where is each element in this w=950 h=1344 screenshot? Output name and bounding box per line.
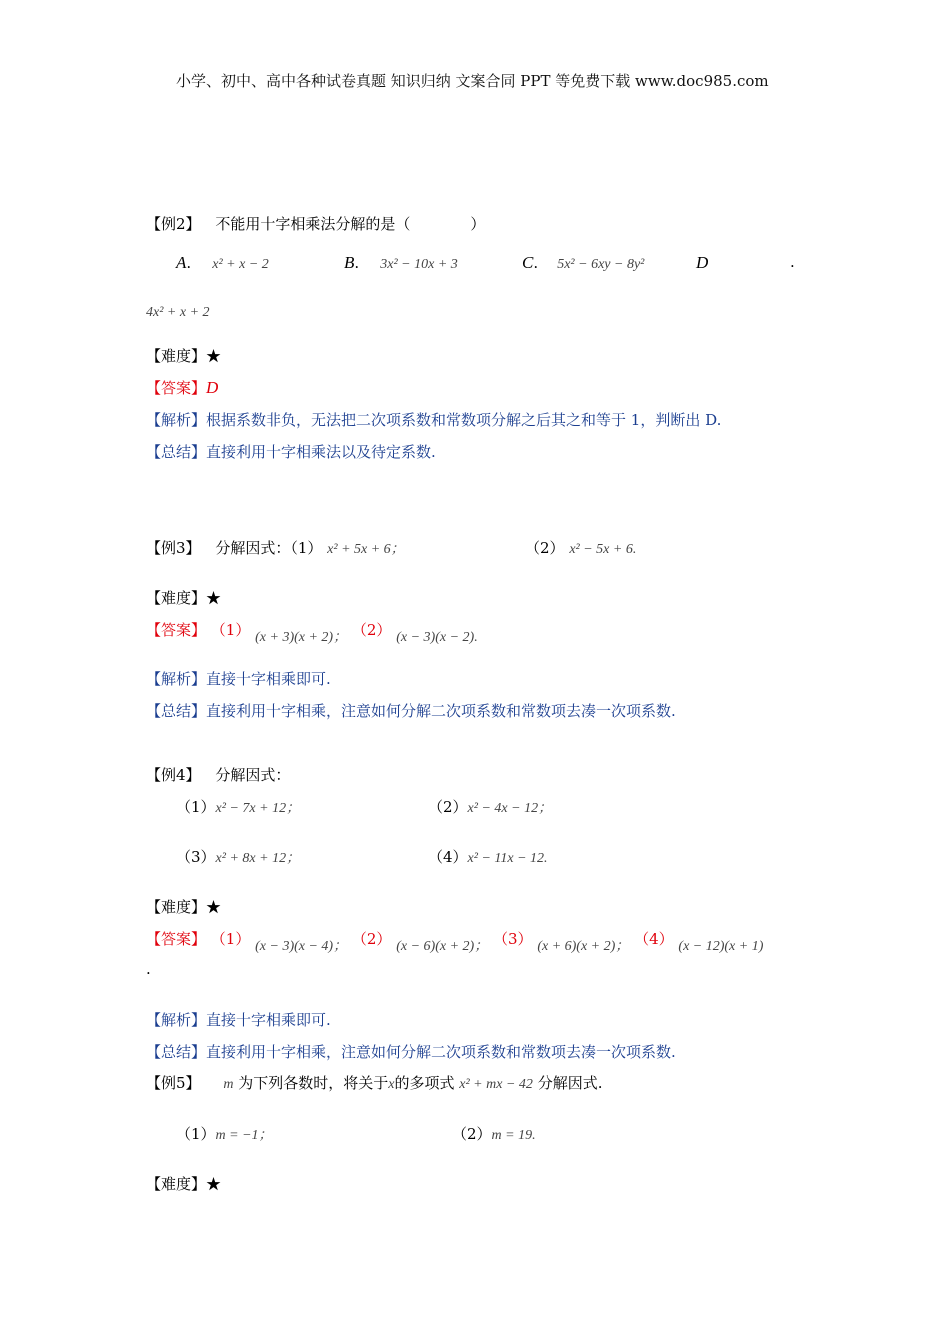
ex2-analysis-text: 根据系数非负，无法把二次项系数和常数项分解之后其之和等于 1，判断出 D.	[206, 411, 722, 429]
ex3-question	[146, 537, 405, 558]
ex4-answer-num: （1）	[210, 930, 251, 948]
ex3-summary	[146, 700, 676, 721]
ex2-question-text: 不能用十字相乘法分解的是（ ）	[215, 215, 486, 233]
ex2-analysis	[146, 409, 721, 430]
option-d-expr: 4x² + x + 2	[146, 305, 210, 320]
ex4-summary	[146, 1041, 676, 1062]
ex2-summary	[146, 441, 436, 462]
ex4-analysis	[146, 1009, 331, 1030]
ex5-tag: 【例5】	[146, 1074, 201, 1092]
ex4-item-expr: x² − 7x + 12；	[215, 801, 301, 816]
ex3-part1: x² + 5x + 6；	[327, 542, 405, 557]
option-c-letter: C	[522, 253, 534, 272]
option-a-expr: x² + x − 2	[212, 257, 269, 272]
ex4-item-num: （1）	[176, 798, 216, 816]
ex3-part2	[525, 537, 636, 558]
ex3-analysis	[146, 668, 331, 689]
ex5-item-expr: m = −1；	[215, 1128, 273, 1143]
ex2-difficulty: 【难度】★	[146, 347, 222, 365]
ex3-question-text: 分解因式：（1）	[215, 539, 323, 557]
ex2-question	[146, 213, 485, 234]
ex4-answer-num: （2）	[351, 930, 392, 948]
page-header: 小学、初中、高中各种试卷真题 知识归纳 文案合同 PPT 等免费下载 www.doc985.com	[176, 72, 769, 90]
ex4-item-3	[176, 846, 300, 867]
ex3-summary-text: 直接利用十字相乘，注意如何分解二次项系数和常数项去凑一次项系数.	[206, 702, 676, 720]
ex4-answer-expr: (x − 6)(x + 2)；	[396, 939, 489, 954]
ex5-item-num: （2）	[452, 1125, 492, 1143]
ex5-text-b: 的多项式	[394, 1074, 455, 1092]
ex4-item-num: （2）	[428, 798, 468, 816]
ex4-answer-num: （4）	[634, 930, 674, 948]
ex5-m: m	[223, 1077, 234, 1092]
ex5-difficulty: 【难度】★	[146, 1175, 222, 1193]
ex4-item-1	[176, 796, 300, 817]
ex4-difficulty: 【难度】★	[146, 898, 222, 916]
ex3-answer-expr1: (x + 3)(x + 2)；	[255, 630, 348, 645]
ex3-answer-num1: （1）	[210, 621, 251, 639]
answer-label: 【答案】	[146, 379, 207, 397]
option-b-expr: 3x² − 10x + 3	[380, 257, 458, 272]
ex3-answer-expr2: (x − 3)(x − 2).	[396, 630, 478, 645]
ex3-difficulty: 【难度】★	[146, 589, 222, 607]
ex3-answer-num2: （2）	[351, 621, 392, 639]
ex3-analysis-text: 直接十字相乘即可.	[206, 670, 331, 688]
ex2-answer-value: D	[206, 378, 219, 397]
analysis-label: 【解析】	[146, 1011, 207, 1029]
ex4-answer-end: .	[146, 960, 151, 978]
ex4-answer-expr: (x + 6)(x + 2)；	[537, 939, 630, 954]
ex2-summary-text: 直接利用十字相乘法以及待定系数.	[206, 443, 436, 461]
option-a-letter: A	[176, 253, 187, 272]
ex5-expr: x² + mx − 42	[459, 1077, 533, 1092]
ex5-x: x	[388, 1077, 395, 1092]
ex3-part2-label: （2）	[525, 539, 565, 557]
ex4-question	[146, 764, 290, 785]
summary-label: 【总结】	[146, 1043, 207, 1061]
ex2-option-a: A. x² + x − 2	[176, 253, 269, 272]
ex3-part2-expr: x² − 5x + 6.	[569, 542, 637, 557]
ex3-tag: 【例3】	[146, 539, 201, 557]
ex2-answer	[146, 377, 218, 398]
ex2-option-c: C. 5x² − 6xy − 8y²	[522, 253, 645, 272]
ex5-item-2	[452, 1123, 536, 1144]
ex4-item-4	[428, 846, 548, 867]
analysis-label: 【解析】	[146, 411, 207, 429]
ex2-option-b: B. 3x² − 10x + 3	[344, 253, 458, 272]
ex2-tag: 【例2】	[146, 215, 201, 233]
ex3-answer	[146, 619, 478, 645]
ex4-item-num: （4）	[428, 848, 468, 866]
ex5-item-num: （1）	[176, 1125, 216, 1143]
ex4-summary-text: 直接利用十字相乘，注意如何分解二次项系数和常数项去凑一次项系数.	[206, 1043, 676, 1061]
answer-label: 【答案】	[146, 930, 207, 948]
ex5-text-c: 分解因式.	[537, 1074, 603, 1092]
ex5-item-expr: m = 19.	[491, 1128, 536, 1143]
ex4-item-num: （3）	[176, 848, 216, 866]
summary-label: 【总结】	[146, 702, 207, 720]
ex4-item-2	[428, 796, 552, 817]
ex2-option-d	[696, 253, 708, 273]
ex5-item-1	[176, 1123, 273, 1144]
option-d-letter: D	[696, 253, 709, 272]
ex4-item-expr: x² + 8x + 12；	[215, 851, 301, 866]
ex4-answer-expr: (x − 3)(x − 4)；	[255, 939, 348, 954]
ex4-answer	[146, 928, 764, 954]
ex4-answer-expr: (x − 12)(x + 1)	[678, 939, 764, 954]
ex4-question-text: 分解因式：	[215, 766, 291, 784]
ex4-answer-num: （3）	[492, 930, 533, 948]
ex4-tag: 【例4】	[146, 766, 201, 784]
answer-label: 【答案】	[146, 621, 207, 639]
ex2-option-d-dot: .	[790, 253, 795, 271]
ex5-question	[146, 1072, 602, 1093]
option-c-expr: 5x² − 6xy − 8y²	[557, 257, 645, 272]
ex4-analysis-text: 直接十字相乘即可.	[206, 1011, 331, 1029]
analysis-label: 【解析】	[146, 670, 207, 688]
summary-label: 【总结】	[146, 443, 207, 461]
ex4-item-expr: x² − 11x − 12.	[467, 851, 548, 866]
ex4-item-expr: x² − 4x − 12；	[467, 801, 553, 816]
option-b-letter: B	[344, 253, 355, 272]
ex5-text-a: 为下列各数时，将关于	[238, 1074, 389, 1092]
